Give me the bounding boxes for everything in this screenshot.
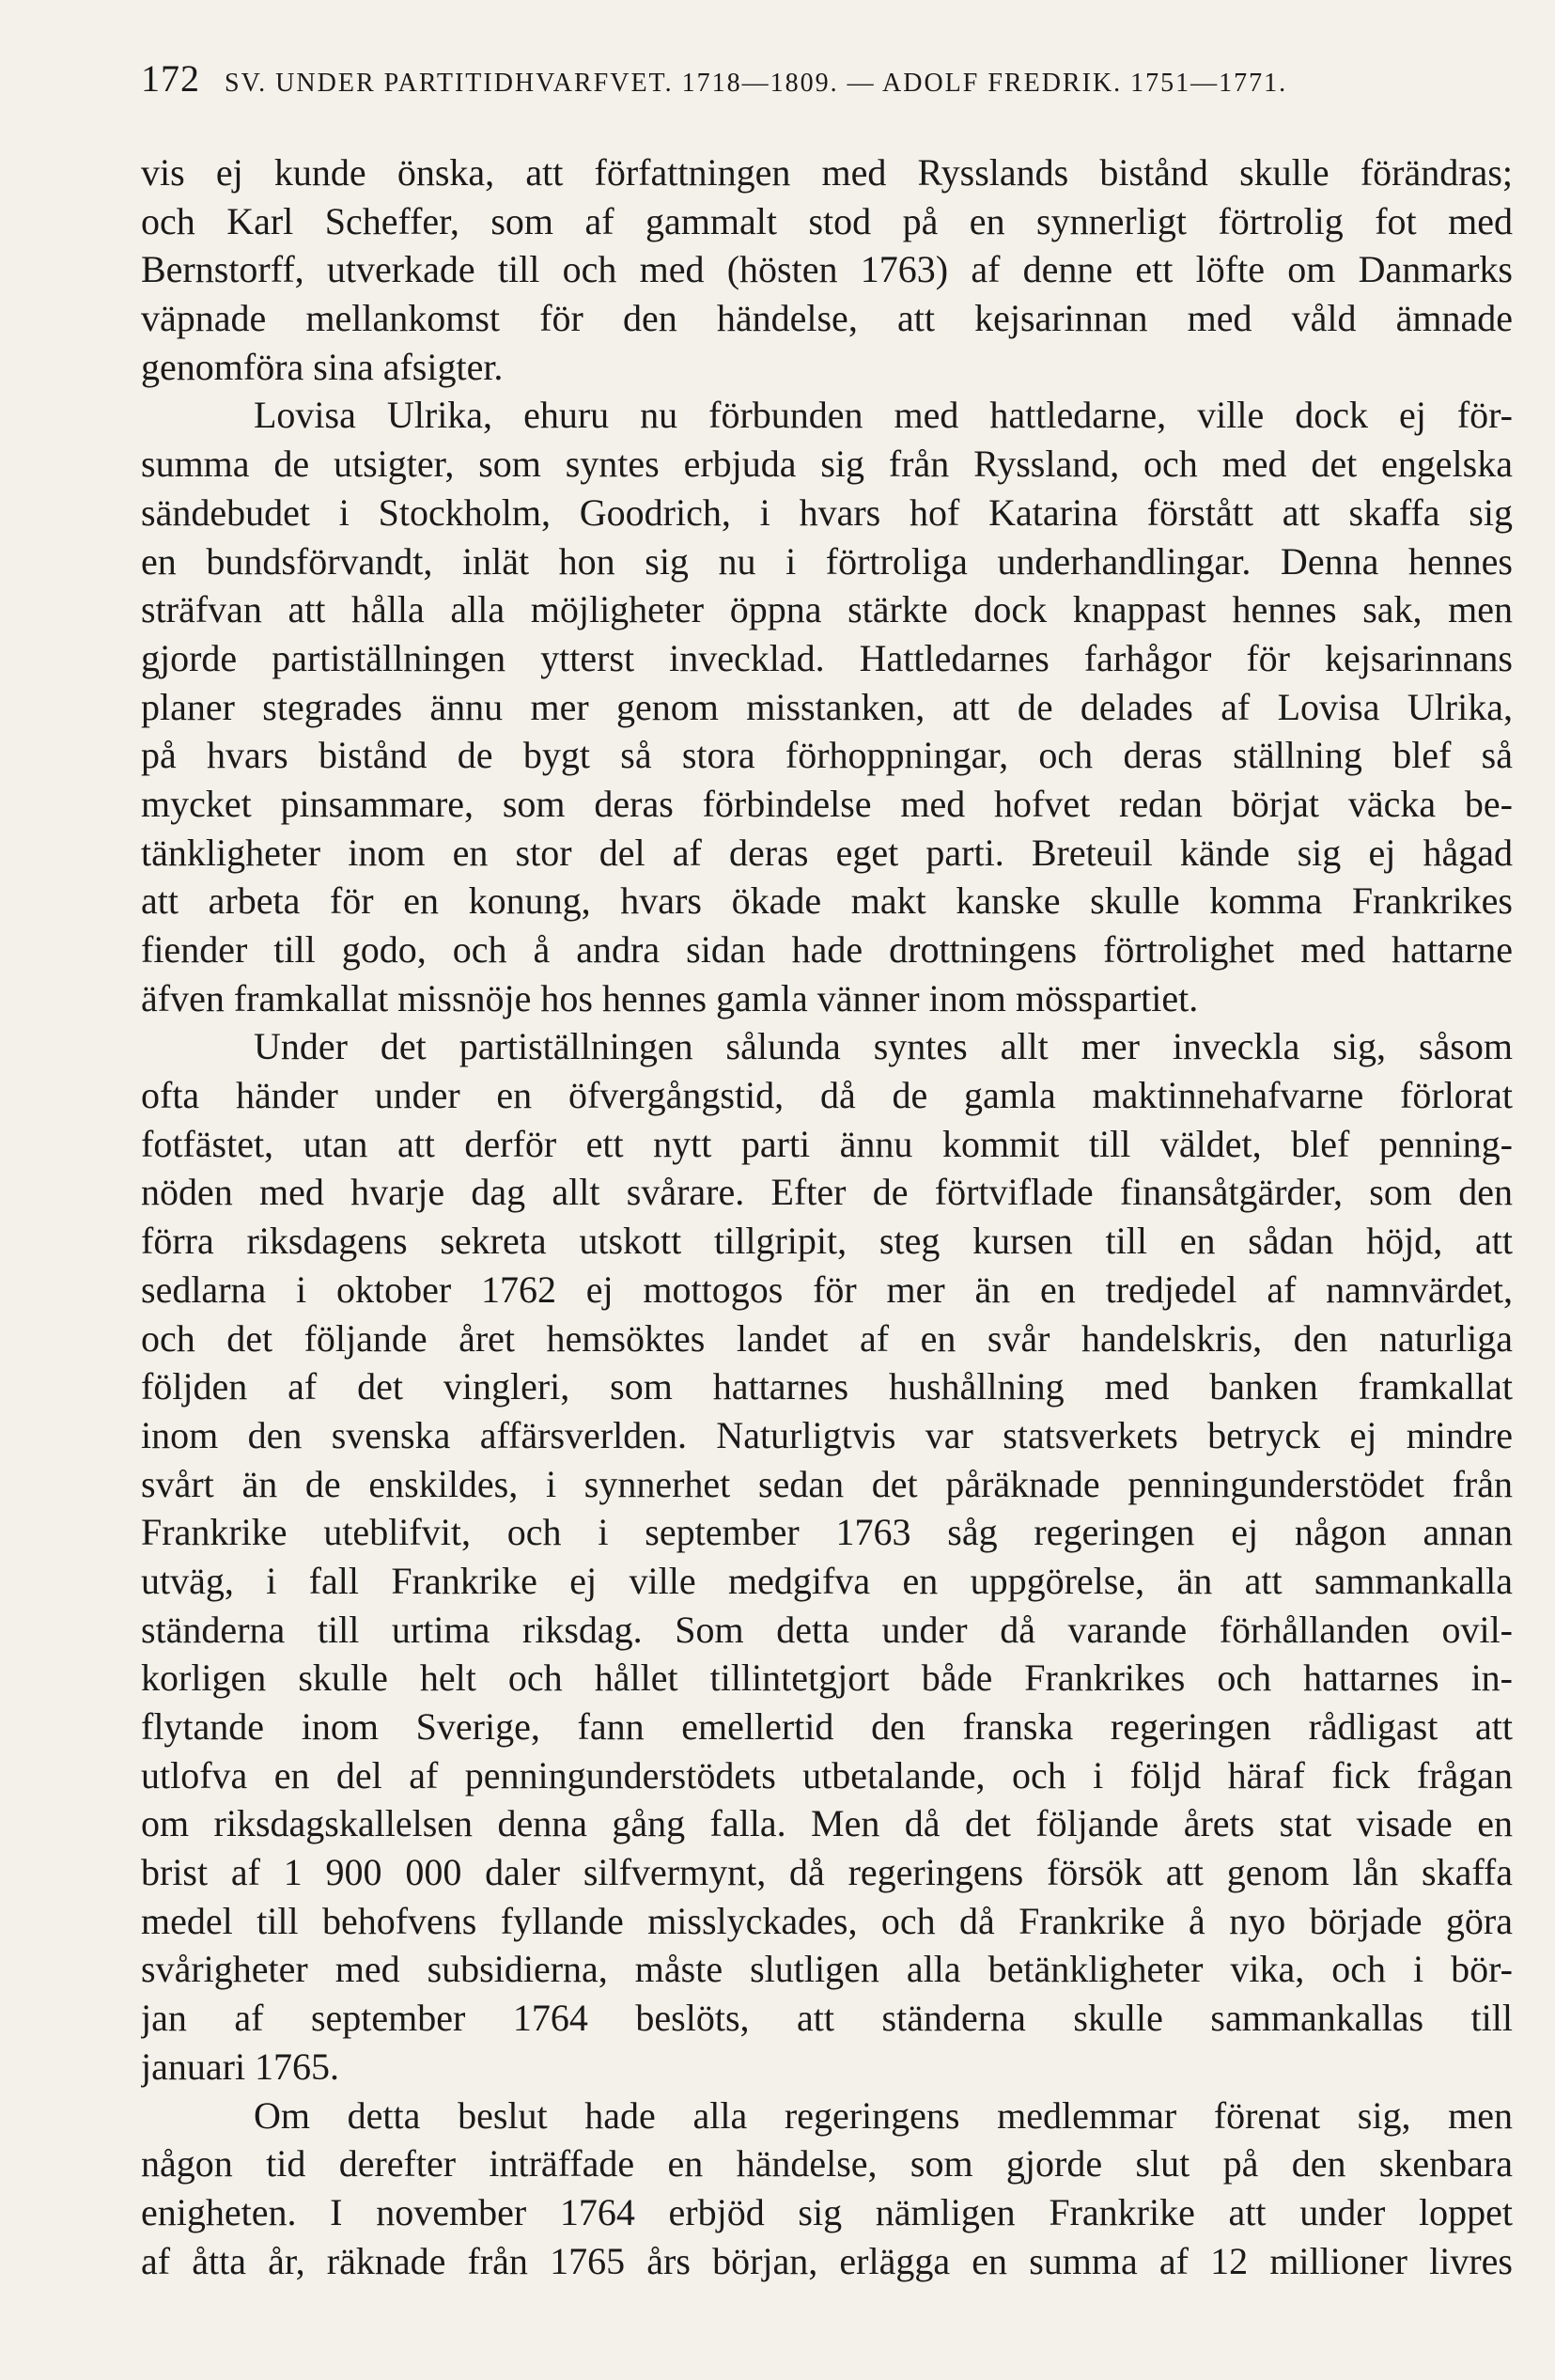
text-line: mycket pinsammare, som deras förbindelse med hofvet redan börjat väcka be- <box>141 782 1513 825</box>
text-line: Bernstorff, utverkade till och med (hösten 1763) af denne ett löfte om Danmarks <box>141 248 1513 291</box>
text-line: och det följande året hemsöktes landet af en svår handelskris, den naturliga <box>141 1316 1513 1360</box>
text-line: utlofva en del af penningunderstödets utbetalande, och i följd häraf fick frågan <box>141 1753 1513 1797</box>
text-line: vis ej kunde önska, att författningen med Rysslands bistånd skulle förändras; <box>141 151 1513 194</box>
text-line: på hvars bistånd de bygt så stora förhoppningar, och deras ställning blef så <box>141 734 1513 777</box>
text-line: ofta händer under en öfvergångstid, då de gamla maktinnehafvarne förlorat <box>141 1074 1513 1117</box>
text-line: förra riksdagens sekreta utskott tillgripit, steg kursen till en sådan höjd, att <box>141 1220 1513 1263</box>
text-line: sedlarna i oktober 1762 ej mottogos för mer än en tredjedel af namnvärdet, <box>141 1268 1513 1311</box>
text-line: om riksdagskallelsen denna gång falla. Men då det följande årets stat visade en <box>141 1802 1513 1845</box>
text-line: flytande inom Sverige, fann emellertid den franska regeringen rådligast att <box>141 1705 1513 1748</box>
text-line: gjorde partiställningen ytterst invecklad. Hattledarnes farhågor för kejsarinnans <box>141 636 1513 679</box>
text-line: äfven framkallat missnöje hos hennes gamla vänner inom mösspartiet. <box>141 976 1199 1019</box>
text-line: Frankrike uteblifvit, och i september 1763 såg regeringen ej någon annan <box>141 1511 1513 1554</box>
page-header <box>141 56 1513 122</box>
text-line: och Karl Scheffer, som af gammalt stod på en synnerligt förtrolig fot med <box>141 199 1513 242</box>
text-line: Under det partiställningen sålunda syntes allt mer inveckla sig, såsom <box>254 1025 1513 1068</box>
text-line: ständerna till urtima riksdag. Som detta under då varande förhållanden ovil- <box>141 1608 1513 1651</box>
text-line: af åtta år, räknade från 1765 års början, erlägga en summa af 12 millioner livres <box>141 2239 1513 2282</box>
text-line: brist af 1 900 000 daler silfvermynt, då regeringens försök att genom lån skaffa <box>141 1851 1513 1894</box>
text-line: enigheten. I november 1764 erbjöd sig nämligen Frankrike att under loppet <box>141 2190 1513 2233</box>
text-line: jan af september 1764 beslöts, att ständerna skulle sammankallas till <box>141 1997 1513 2040</box>
text-line: inom den svenska affärsverlden. Naturligtvis var statsverkets betryck ej mindre <box>141 1413 1513 1456</box>
text-line: att arbeta för en konung, hvars ökade makt kanske skulle komma Frankrikes <box>141 879 1513 923</box>
text-line: svårigheter med subsidierna, måste slutligen alla betänkligheter vika, och i bör- <box>141 1948 1513 1991</box>
body-text <box>141 148 1513 2285</box>
text-line: väpnade mellankomst för den händelse, att kejsarinnan med våld ämnade <box>141 297 1513 340</box>
text-line: medel till behofvens fyllande misslyckades, och då Frankrike å nyo började göra <box>141 1899 1513 1942</box>
text-line: genomföra sina afsigter. <box>141 345 504 388</box>
text-line: tänkligheter inom en stor del af deras eget parti. Breteuil kände sig ej hågad <box>141 831 1513 874</box>
text-line: fotfästet, utan att derför ett nytt parti ännu kommit till väldet, blef penning- <box>141 1122 1513 1165</box>
text-line: sändebudet i Stockholm, Goodrich, i hvars hof Katarina förstått att skaffa sig <box>141 490 1513 534</box>
text-line: Lovisa Ulrika, ehuru nu förbunden med hattledarne, ville dock ej för- <box>254 394 1513 437</box>
book-page <box>141 56 1513 2285</box>
text-line: svårt än de enskildes, i synnerhet sedan det påräknade penningunderstödet från <box>141 1462 1513 1505</box>
text-line: sträfvan att hålla alla möjligheter öppna stärkte dock knappast hennes sak, men <box>141 588 1513 631</box>
text-line: nöden med hvarje dag allt svårare. Efter de förtviflade finansåtgärder, som den <box>141 1171 1513 1214</box>
running-head: SV. UNDER PARTITIDHVARFVET. 1718—1809. — ADOLF FREDRIK. 1751—1771. <box>225 69 1288 98</box>
text-line: januari 1765. <box>141 2045 340 2088</box>
text-line: summa de utsigter, som syntes erbjuda sig från Ryssland, och med det engelska <box>141 443 1513 486</box>
text-line: korligen skulle helt och hållet tillintetgjort både Frankrikes och hattarnes in- <box>141 1657 1513 1700</box>
text-line: en bundsförvandt, inlät hon sig nu i förtroliga underhandlingar. Denna hennes <box>141 539 1513 583</box>
text-line: fiender till godo, och å andra sidan hade drottningens förtrolighet med hattarne <box>141 928 1513 971</box>
text-line: utväg, i fall Frankrike ej ville medgifva en uppgörelse, än att sammankalla <box>141 1559 1513 1602</box>
text-line: planer stegrades ännu mer genom misstanken, att de delades af Lovisa Ulrika, <box>141 685 1513 728</box>
text-line: någon tid derefter inträffade en händelse, som gjorde slut på den skenbara <box>141 2142 1513 2186</box>
text-line: följden af det vingleri, som hattarnes hushållning med banken framkallat <box>141 1365 1513 1408</box>
page-number: 172 <box>141 57 200 100</box>
text-line: Om detta beslut hade alla regeringens medlemmar förenat sig, men <box>254 2093 1513 2137</box>
